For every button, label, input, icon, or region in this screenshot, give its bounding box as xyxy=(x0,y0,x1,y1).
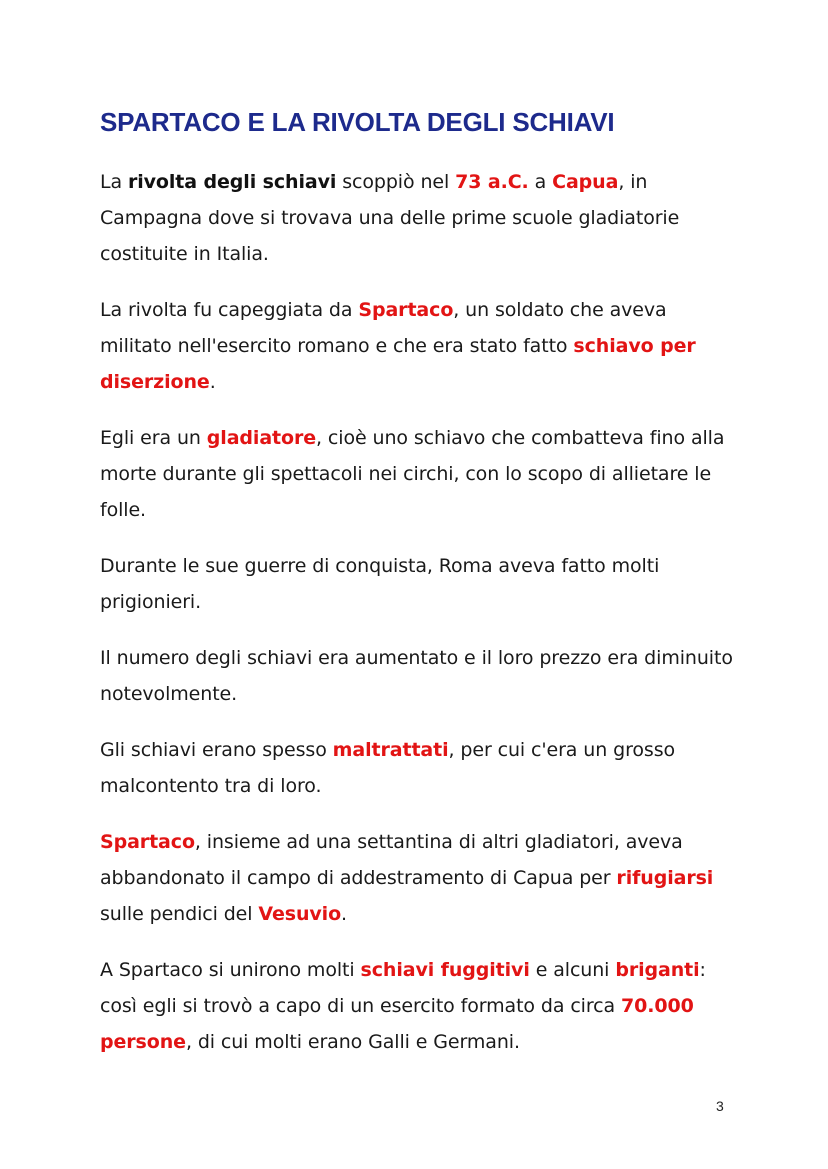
paragraph-vesuvio xyxy=(100,824,740,932)
text: e alcuni xyxy=(529,959,616,981)
text: , cioè uno schiavo che combatteva fino alla morte durante gli spettacoli nei circhi, con lo scopo di allietare le folle. xyxy=(100,427,725,521)
text: . xyxy=(209,371,216,393)
text: a xyxy=(528,171,553,193)
text: , per cui c'era un grosso malcontento tra di loro. xyxy=(100,739,676,797)
text: La xyxy=(100,171,128,193)
highlight-number: 70.000 persone xyxy=(100,995,694,1053)
text: : così egli si trovò a capo di un esercito formato da circa xyxy=(100,959,706,1017)
highlight-term: briganti xyxy=(615,959,700,981)
text: . xyxy=(341,903,347,925)
text: , di cui molti erano Galli e Germani. xyxy=(185,1031,520,1053)
highlight-term: rifugiarsi xyxy=(616,867,714,889)
text: scoppiò nel xyxy=(336,171,456,193)
paragraph-capeggiata xyxy=(100,292,740,400)
text: A Spartaco si unirono molti xyxy=(100,959,361,981)
text: La rivolta fu capeggiata da xyxy=(100,299,359,321)
highlight-place: Capua xyxy=(552,171,619,193)
text: , un soldato che aveva militato nell'esercito romano e che era stato fatto xyxy=(100,299,667,357)
page-title: SPARTACO E LA RIVOLTA DEGLI SCHIAVI xyxy=(100,107,615,137)
paragraph-conquista xyxy=(100,548,740,620)
paragraph-maltrattati xyxy=(100,732,740,804)
text: Durante le sue guerre di conquista, Roma aveva fatto molti prigionieri. xyxy=(100,555,660,613)
bold-term: rivolta degli schiavi xyxy=(127,171,337,193)
text: Il numero degli schiavi era aumentato e il loro prezzo era diminuito notevolmente. xyxy=(100,647,733,705)
text: sulle pendici del xyxy=(100,903,259,925)
highlight-term: maltrattati xyxy=(332,739,449,761)
text: Gli schiavi erano spesso xyxy=(100,739,333,761)
text: , in Campagna dove si trovava una delle prime scuole gladiatorie costituite in Italia. xyxy=(100,171,680,265)
text: Egli era un xyxy=(100,427,207,449)
highlight-name: Spartaco xyxy=(100,831,195,853)
document-page xyxy=(100,100,740,1080)
highlight-place: Vesuvio xyxy=(258,903,342,925)
text: , insieme ad una settantina di altri gladiatori, aveva abbandonato il campo di addestramento di Capua per xyxy=(100,831,683,889)
highlight-date: 73 a.C. xyxy=(455,171,529,193)
paragraph-gladiatore xyxy=(100,420,740,528)
highlight-term: schiavo per diserzione xyxy=(100,335,696,393)
paragraph-numero xyxy=(100,640,740,712)
highlight-term: gladiatore xyxy=(206,427,317,449)
highlight-term: schiavi fuggitivi xyxy=(360,959,530,981)
paragraph-esercito xyxy=(100,952,740,1060)
highlight-name: Spartaco xyxy=(358,299,454,321)
page-number: 3 xyxy=(716,1098,724,1114)
paragraph-rivolta xyxy=(100,164,740,272)
